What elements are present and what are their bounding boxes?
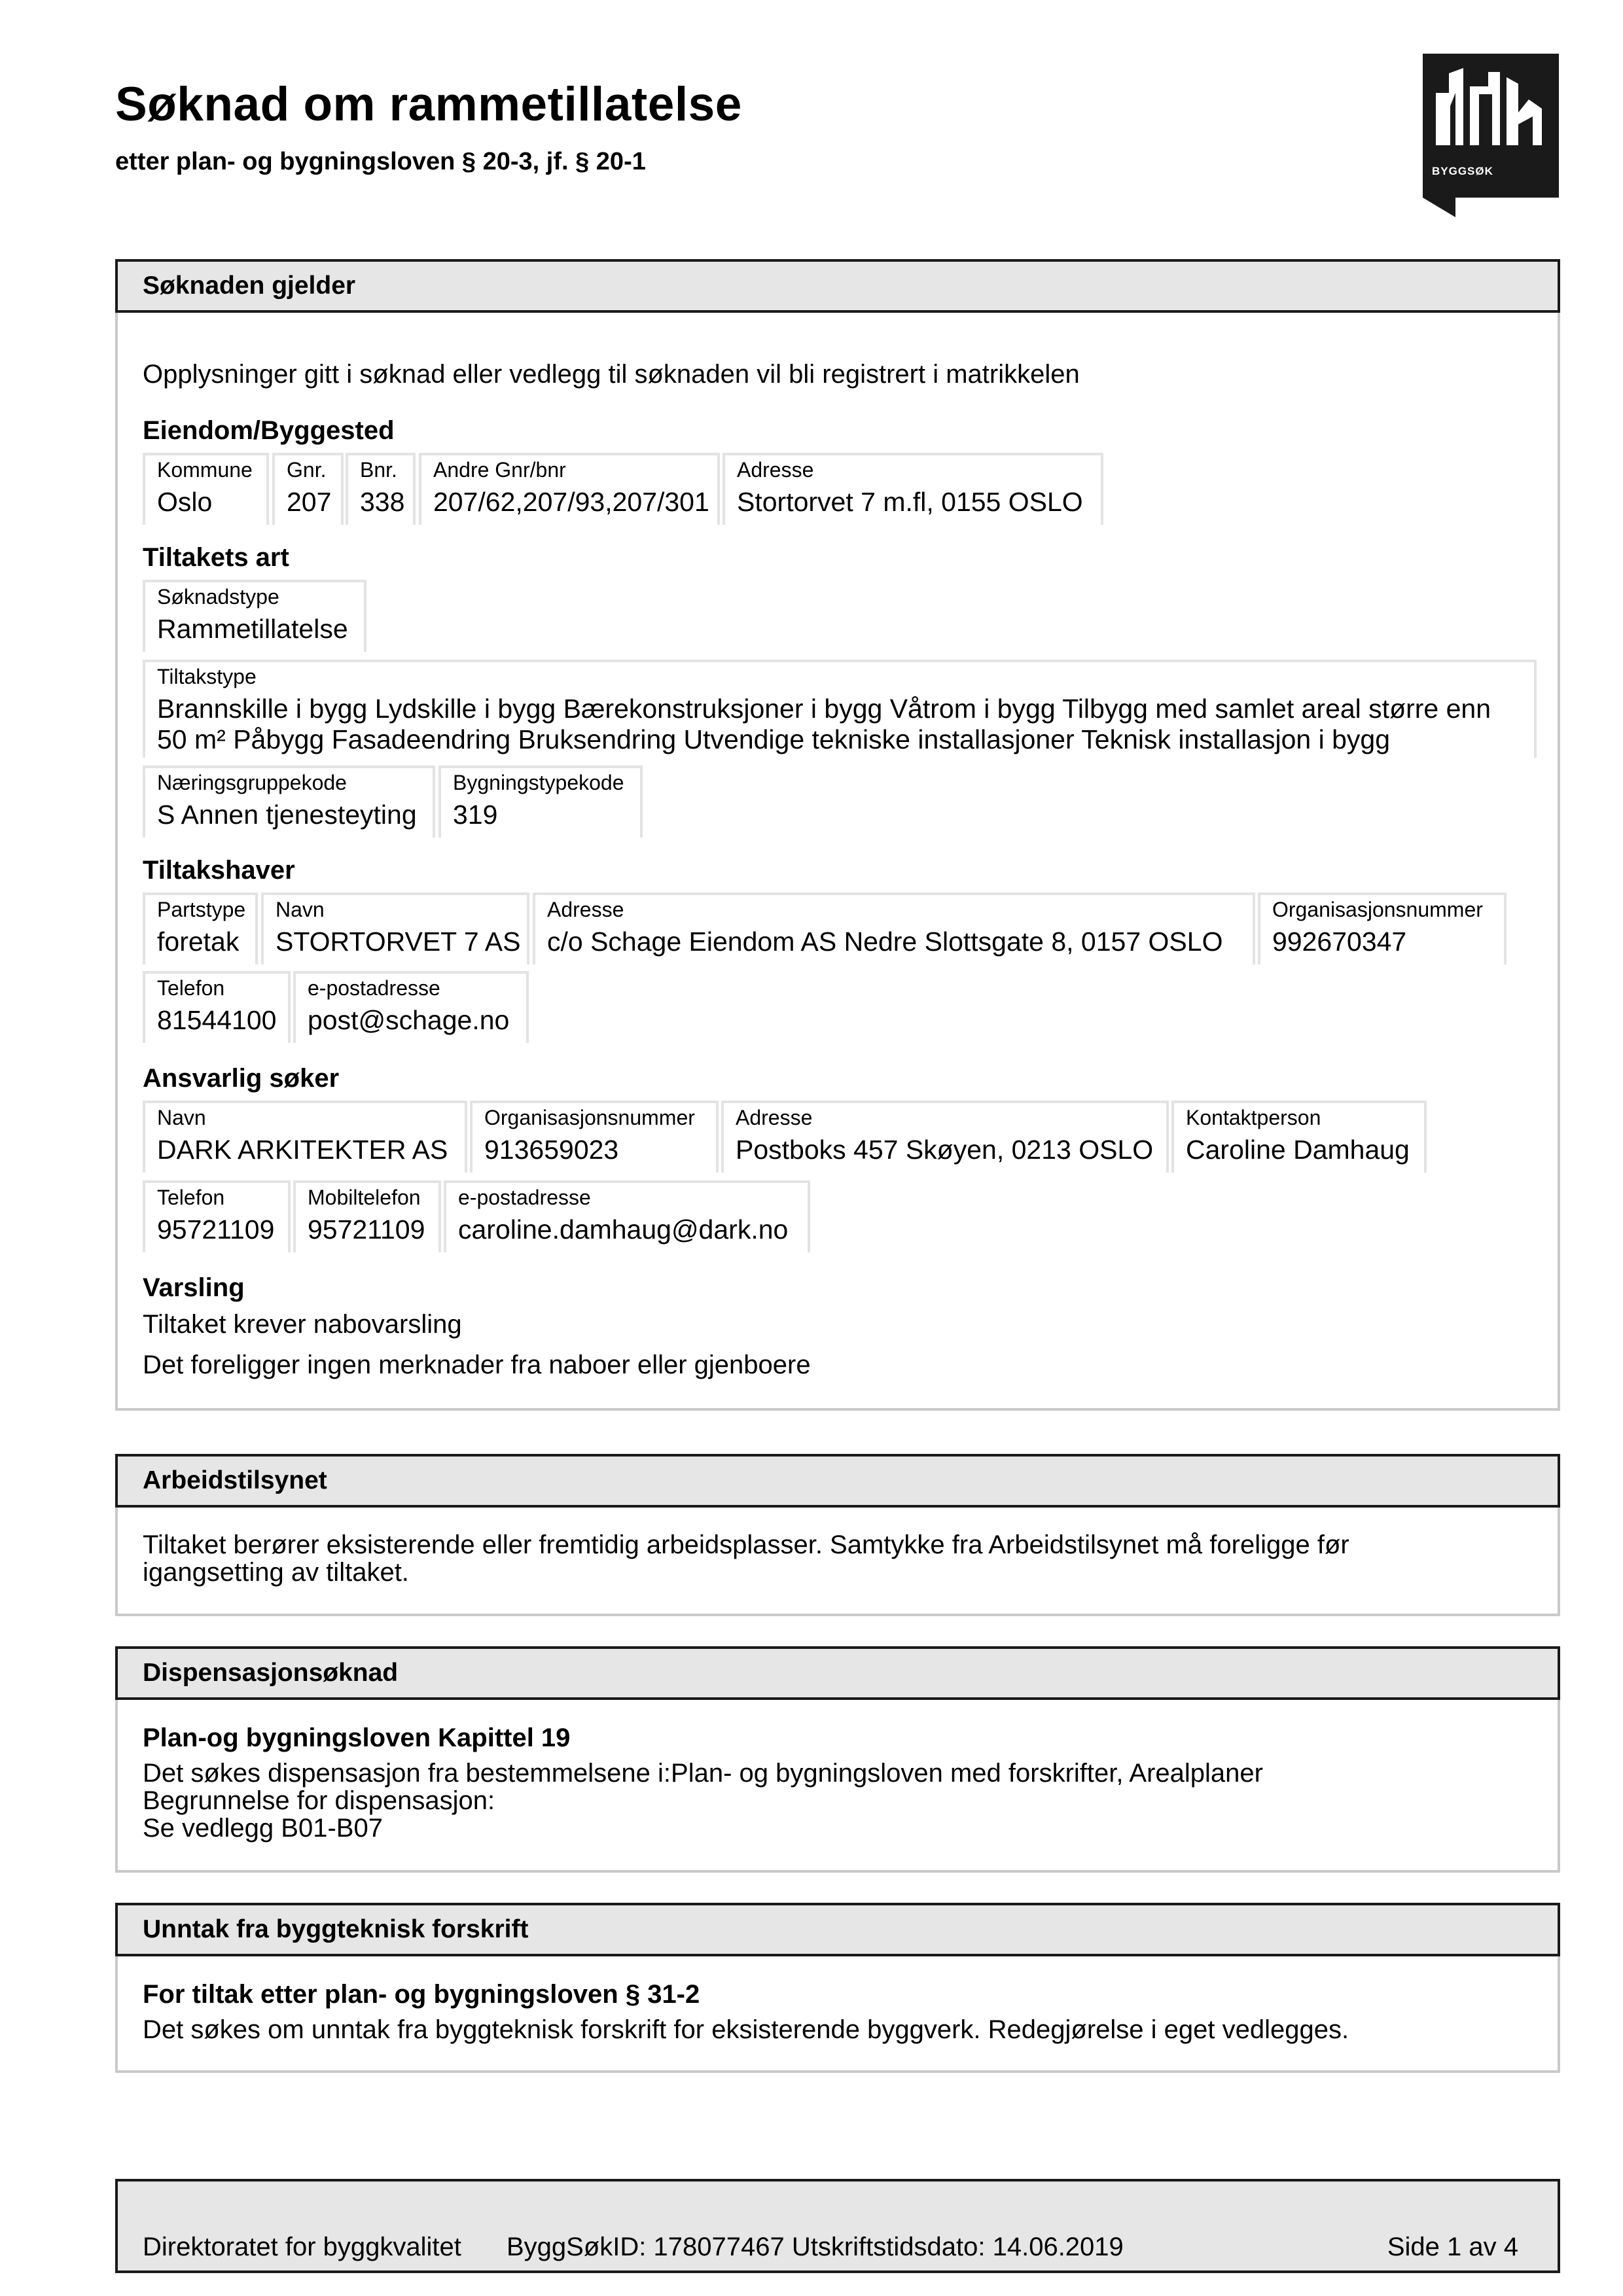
varsling-heading: Varsling <box>143 1273 245 1302</box>
field-organisasjonsnummer <box>1258 892 1507 964</box>
section-heading: Unntak fra byggteknisk forskrift <box>115 1903 1560 1956</box>
field-bygningstypekode <box>438 766 643 838</box>
field-label: Kontaktperson <box>1186 1106 1321 1129</box>
tiltakshaver-heading: Tiltakshaver <box>143 856 295 885</box>
field-label: e-postadresse <box>458 1186 591 1209</box>
field-label: Tiltakstype <box>157 665 257 688</box>
field-label: Telefon <box>157 1186 225 1209</box>
dispensasjon-line: Se vedlegg B01-B07 <box>143 1814 383 1843</box>
field-value: 207/62,207/93,207/301 <box>433 487 709 517</box>
building-logo-icon <box>1423 54 1559 158</box>
field-label: Adresse <box>547 898 624 921</box>
field-navn <box>143 1101 467 1173</box>
field-navn <box>261 892 529 964</box>
field-label: Organisasjonsnummer <box>484 1106 695 1129</box>
field-adresse <box>721 1101 1169 1173</box>
field-kommune <box>143 453 269 525</box>
section-soknaden-gjelder <box>115 259 1560 1411</box>
field-value: Postboks 457 Skøyen, 0213 OSLO <box>736 1135 1154 1165</box>
field-adresse <box>533 892 1255 964</box>
field-label: Mobiltelefon <box>308 1186 421 1209</box>
field-label: Bygningstypekode <box>453 771 624 794</box>
field-label: Næringsgruppekode <box>157 771 347 794</box>
tiltakets-art-heading: Tiltakets art <box>143 543 289 572</box>
field-value: Caroline Damhaug <box>1186 1135 1410 1165</box>
page-title: Søknad om rammetillatelse <box>115 78 742 131</box>
section-dispensasjon <box>115 1646 1560 1873</box>
field-organisasjonsnummer <box>470 1101 719 1173</box>
field-adresse <box>722 453 1103 525</box>
field-label: Partstype <box>157 898 246 921</box>
intro-text: Opplysninger gitt i søknad eller vedlegg til søknaden vil bli registrert i matrikkelen <box>143 360 1080 389</box>
field-telefon <box>143 1180 291 1252</box>
dispensasjon-line: Det søkes dispensasjon fra bestemmelsene i:Plan- og bygningsloven med forskrifter, Arealplaner <box>143 1759 1263 1788</box>
field-value: foretak <box>157 927 240 957</box>
dispensasjon-subheading: Plan-og bygningsloven Kapittel 19 <box>143 1723 571 1752</box>
field-value: Oslo <box>157 487 213 517</box>
logo-text: BYGGSØK <box>1432 165 1493 177</box>
field-value: 207 <box>287 487 332 517</box>
field-label: Bnr. <box>360 458 397 482</box>
footer-id: ByggSøkID: 178077467 Utskriftstidsdato: 14.06.2019 <box>507 2233 1124 2261</box>
field-label: Kommune <box>157 458 253 482</box>
field-epostadresse <box>293 971 529 1043</box>
field-mobiltelefon <box>293 1180 441 1252</box>
field-gnr <box>272 453 344 525</box>
field-label: Telefon <box>157 976 225 1000</box>
unntak-text: Det søkes om unntak fra byggteknisk forskrift for eksisterende byggverk. Redegjørelse i eget vedlegges. <box>143 2015 1349 2044</box>
field-value: 81544100 <box>157 1005 277 1035</box>
byggsok-logo <box>1423 54 1559 217</box>
field-value: Stortorvet 7 m.fl, 0155 OSLO <box>737 487 1083 517</box>
field-value: DARK ARKITEKTER AS <box>157 1135 448 1165</box>
eiendom-heading: Eiendom/Byggested <box>143 416 395 445</box>
footer-page-number: Side 1 av 4 <box>1387 2233 1518 2261</box>
field-value: 992670347 <box>1272 927 1407 957</box>
field-label: Adresse <box>737 458 814 482</box>
field-telefon <box>143 971 291 1043</box>
footer-org: Direktoratet for byggkvalitet <box>143 2233 461 2261</box>
field-soknadstype <box>143 580 366 652</box>
section-unntak <box>115 1903 1560 2073</box>
field-kontaktperson <box>1171 1101 1427 1173</box>
field-label: e-postadresse <box>308 976 440 1000</box>
field-label: Navn <box>276 898 325 921</box>
field-label: Navn <box>157 1106 206 1129</box>
field-value: caroline.damhaug@dark.no <box>458 1214 789 1245</box>
field-label: Organisasjonsnummer <box>1272 898 1483 921</box>
logo-flag-icon <box>1423 198 1455 217</box>
field-label: Gnr. <box>287 458 327 482</box>
field-value: S Annen tjenesteyting <box>157 800 417 830</box>
page-footer <box>115 2179 1560 2273</box>
unntak-subheading: For tiltak etter plan- og bygningsloven § 31-2 <box>143 1980 700 2009</box>
ansvarlig-soker-heading: Ansvarlig søker <box>143 1064 340 1093</box>
field-label: Søknadstype <box>157 585 279 609</box>
field-label: Andre Gnr/bnr <box>433 458 566 482</box>
field-naeringsgruppekode <box>143 766 435 838</box>
field-value: 319 <box>453 800 498 830</box>
section-heading: Dispensasjonsøknad <box>115 1646 1560 1700</box>
section-heading: Søknaden gjelder <box>115 259 1560 313</box>
field-label: Adresse <box>736 1106 813 1129</box>
field-andre-gnr-bnr <box>419 453 720 525</box>
field-value: c/o Schage Eiendom AS Nedre Slottsgate 8, 0157 OSLO <box>547 927 1223 957</box>
field-value: Brannskille i bygg Lydskille i bygg Bærekonstruksjoner i bygg Våtrom i bygg Tilbygg med samlet areal større enn 50 m² Påbygg Fasadeendring Bruksendring Utvendige tekniske installasjoner Teknisk installasjon i bygg <box>157 694 1491 754</box>
dispensasjon-line: Begrunnelse for dispensasjon: <box>143 1786 495 1815</box>
field-value: 95721109 <box>308 1214 425 1245</box>
field-value: post@schage.no <box>308 1005 510 1035</box>
field-partstype <box>143 892 258 964</box>
field-value: Rammetillatelse <box>157 614 348 644</box>
arbeidstilsynet-text: Tiltaket berører eksisterende eller fremtidig arbeidsplasser. Samtykke fra Arbeidstilsynet må foreligge før igangsetting av tiltaket. <box>143 1530 1349 1587</box>
field-tiltakstype <box>143 660 1537 758</box>
field-epostadresse <box>444 1180 810 1252</box>
section-arbeidstilsynet <box>115 1454 1560 1616</box>
field-value: 913659023 <box>484 1135 619 1165</box>
field-value: 338 <box>360 487 405 517</box>
field-value: 95721109 <box>157 1214 275 1245</box>
section-heading: Arbeidstilsynet <box>115 1454 1560 1508</box>
field-value: STORTORVET 7 AS <box>276 927 521 957</box>
field-bnr <box>346 453 416 525</box>
varsling-line: Det foreligger ingen merknader fra naboer eller gjenboere <box>143 1351 811 1379</box>
varsling-line: Tiltaket krever nabovarsling <box>143 1310 462 1339</box>
page-subtitle: etter plan- og bygningsloven § 20-3, jf. § 20-1 <box>115 148 646 175</box>
